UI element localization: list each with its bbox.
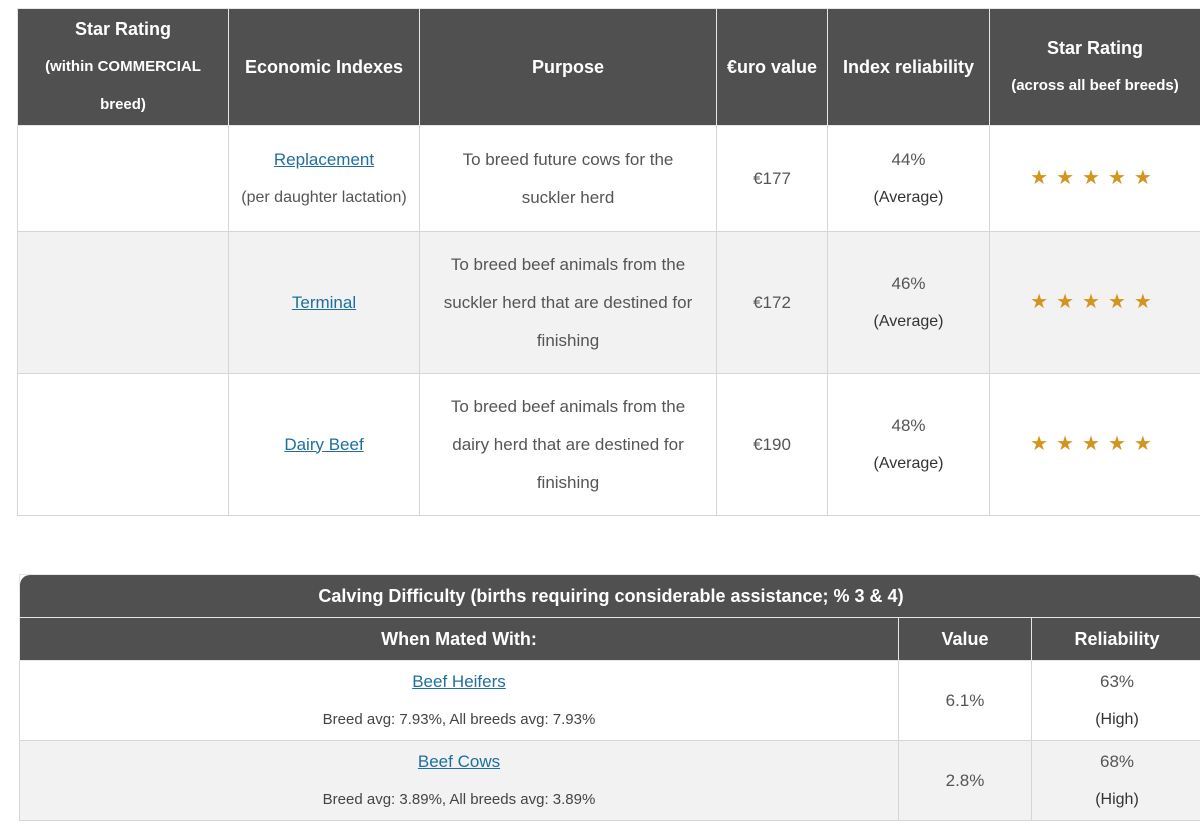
- header-row: [20, 618, 1200, 661]
- calving-difficulty-caption: Calving Difficulty (births requiring considerable assistance; % 3 & 4): [20, 575, 1200, 618]
- header-star-rating-sub: (within COMMERCIAL: [45, 58, 201, 75]
- reliability-cell: [828, 374, 990, 516]
- reliability-value: 44%: [891, 149, 926, 169]
- index-name-cell: [229, 232, 420, 374]
- purpose-line: To breed beef animals from the: [450, 254, 686, 274]
- purpose-cell: [420, 374, 717, 516]
- purpose-cell: [420, 126, 717, 232]
- header-star-rating-title: Star Rating: [74, 19, 171, 39]
- header-reliability: Reliability: [1032, 618, 1200, 661]
- reliability-value: 48%: [891, 415, 926, 435]
- table-row: [18, 232, 1200, 374]
- purpose-cell: [420, 232, 717, 374]
- star-rating-icons: ★★★★★: [1030, 291, 1160, 313]
- star-rating-icons: ★★★★★: [1030, 167, 1160, 189]
- reliability-cell: [1032, 741, 1200, 821]
- mated-with-cell: [20, 741, 899, 821]
- index-name-cell: [229, 126, 420, 232]
- star-rating-commercial-cell: [18, 126, 229, 232]
- reliability-note: (Average): [873, 312, 944, 330]
- reliability-cell: [828, 232, 990, 374]
- header-star-rating-all-breeds: [990, 9, 1200, 126]
- reliability-value: 46%: [891, 273, 926, 293]
- star-rating-commercial-cell: [18, 232, 229, 374]
- value-cell: 6.1%: [899, 661, 1032, 741]
- purpose-line: suckler herd: [521, 187, 615, 207]
- star-rating-cell: [990, 232, 1200, 374]
- table-row: [20, 661, 1200, 741]
- header-star-rating-all-title: Star Rating: [1046, 38, 1143, 58]
- reliability-note: (High): [1095, 710, 1139, 728]
- header-purpose: Purpose: [420, 9, 717, 126]
- reliability-note: (Average): [873, 454, 944, 472]
- euro-value-cell: €172: [717, 232, 828, 374]
- reliability-value: 68%: [1099, 751, 1135, 771]
- terminal-index-link[interactable]: Terminal: [291, 292, 357, 312]
- reliability-value: 63%: [1099, 671, 1135, 691]
- table-row: [18, 126, 1200, 232]
- purpose-line: dairy herd that are destined for: [452, 434, 684, 454]
- table-row: [18, 374, 1200, 516]
- calving-difficulty-table: [19, 574, 1200, 821]
- reliability-note: (High): [1095, 790, 1139, 808]
- header-index-reliability: Index reliability: [828, 9, 990, 126]
- star-rating-icons: ★★★★★: [1030, 433, 1160, 455]
- reliability-note: (Average): [873, 188, 944, 206]
- star-rating-commercial-cell: [18, 374, 229, 516]
- caption-row: [20, 575, 1200, 618]
- purpose-line: finishing: [536, 472, 600, 492]
- index-sub-label: (per daughter lactation): [241, 188, 407, 206]
- table-row: [20, 741, 1200, 821]
- purpose-line: finishing: [536, 330, 600, 350]
- star-rating-cell: [990, 126, 1200, 232]
- purpose-line: To breed beef animals from the: [450, 396, 686, 416]
- header-row: [18, 9, 1200, 126]
- header-value: Value: [899, 618, 1032, 661]
- beef-heifers-link[interactable]: Beef Heifers: [412, 671, 506, 691]
- header-when-mated-with: When Mated With:: [20, 618, 899, 661]
- reliability-cell: [1032, 661, 1200, 741]
- mated-with-cell: [20, 661, 899, 741]
- breed-avg-text: Breed avg: 7.93%, All breeds avg: 7.93%: [322, 710, 596, 728]
- header-euro-value: €uro value: [717, 9, 828, 126]
- reliability-cell: [828, 126, 990, 232]
- breed-avg-text: Breed avg: 3.89%, All breeds avg: 3.89%: [322, 790, 596, 808]
- header-star-rating-all-sub: (across all beef breeds): [1011, 77, 1179, 94]
- replacement-index-link[interactable]: Replacement: [273, 149, 375, 169]
- header-star-rating-commercial: [18, 9, 229, 126]
- economic-indexes-table: [17, 8, 1200, 516]
- star-rating-cell: [990, 374, 1200, 516]
- purpose-line: To breed future cows for the: [462, 149, 674, 169]
- header-star-rating-sub2: breed): [100, 96, 146, 113]
- dairy-beef-index-link[interactable]: Dairy Beef: [284, 434, 364, 454]
- index-name-cell: [229, 374, 420, 516]
- value-cell: 2.8%: [899, 741, 1032, 821]
- euro-value-cell: €190: [717, 374, 828, 516]
- euro-value-cell: €177: [717, 126, 828, 232]
- purpose-line: suckler herd that are destined for: [443, 292, 693, 312]
- header-economic-indexes: Economic Indexes: [229, 9, 420, 126]
- beef-cows-link[interactable]: Beef Cows: [417, 751, 501, 771]
